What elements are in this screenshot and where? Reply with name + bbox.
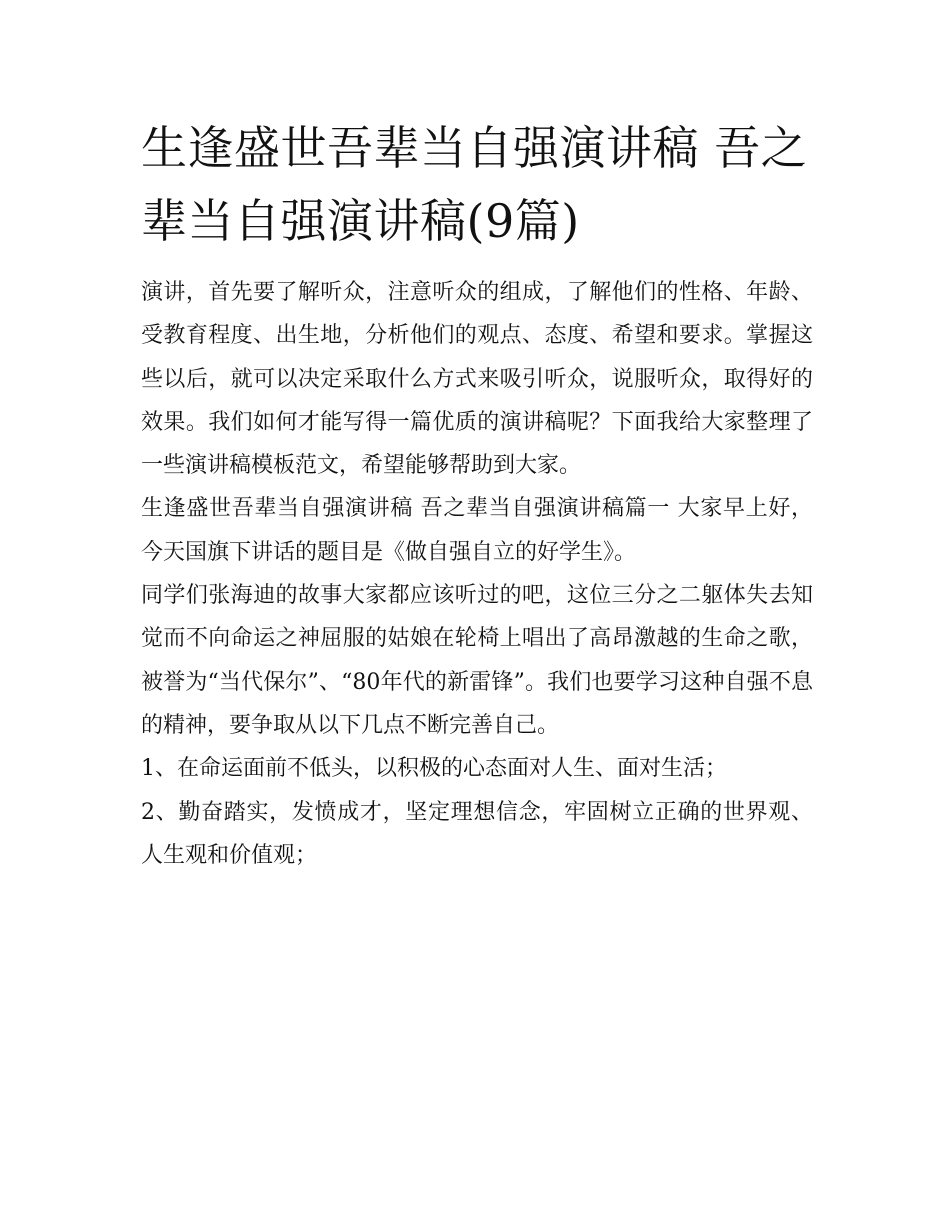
document-title: 生逢盛世吾辈当自强演讲稿 吾之辈当自强演讲稿(9篇) <box>141 121 808 248</box>
list-item-1: 1、在命运面前不低头，以积极的心态面对人生、面对生活； <box>141 756 727 782</box>
zhang-haidi-paragraph: 同学们张海迪的故事大家都应该听过的吧，这位三分之二躯体失去知觉而不向命运之神屈服的姑娘在轮椅上唱出了高昂激越的生命之歌，被誉为“当代保尔”、“80年代的新雷锋”。我们也要学习这种自强不息的精神，要争取从以下几点不断完善自己。 <box>141 583 813 738</box>
list-item-2: 2、勤奋踏实，发愤成才，坚定理想信念，牢固树立正确的世界观、人生观和价值观； <box>141 799 813 868</box>
document-body <box>141 271 813 877</box>
document-page <box>141 112 813 877</box>
speech-one-opening-paragraph: 生逢盛世吾辈当自强演讲稿 吾之辈当自强演讲稿篇一 大家早上好，今天国旗下讲话的题目是《做自强自立的好学生》。 <box>141 496 813 565</box>
intro-paragraph: 演讲，首先要了解听众，注意听众的组成，了解他们的性格、年龄、受教育程度、出生地，分析他们的观点、态度、希望和要求。掌握这些以后，就可以决定采取什么方式来吸引听众，说服听众，取得好的效果。我们如何才能写得一篇优质的演讲稿呢？下面我给大家整理了一些演讲稿模板范文，希望能够帮助到大家。 <box>141 280 813 479</box>
